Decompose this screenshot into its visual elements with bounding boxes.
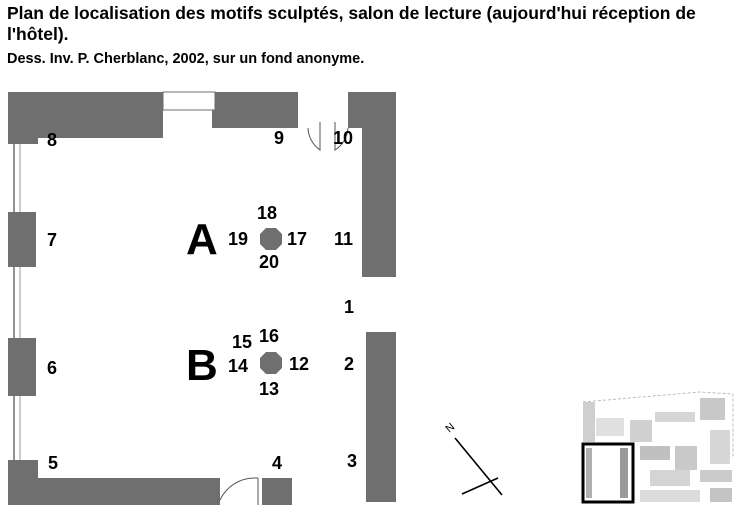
top-opening <box>163 92 215 110</box>
wall-number-4: 4 <box>272 453 283 473</box>
wall-number-10: 10 <box>333 128 354 148</box>
wall-number-6: 6 <box>47 358 58 378</box>
column-b-number-top: 16 <box>259 326 280 346</box>
wall-bottom-left <box>8 478 220 505</box>
column-a-number-bottom: 20 <box>259 252 280 272</box>
column-b-number-right: 12 <box>289 354 310 374</box>
wall-left-corner-top <box>8 92 38 144</box>
column-b-number-bottom: 13 <box>259 379 280 399</box>
wall-number-5: 5 <box>48 453 59 473</box>
column-a-number-left: 19 <box>228 229 249 249</box>
wall-number-2: 2 <box>344 354 355 374</box>
wall-number-11: 11 <box>334 229 354 249</box>
wall-number-1: 1 <box>344 297 355 317</box>
door-arc-bottom <box>220 478 258 500</box>
plan-credit: Dess. Inv. P. Cherblanc, 2002, sur un fond anonyme. <box>7 51 365 67</box>
door-arc-top-left <box>308 122 320 150</box>
wall-right-lower <box>366 332 396 502</box>
wall-right-upper <box>362 92 396 277</box>
wall-number-3: 3 <box>347 451 358 471</box>
wall-left-pier-1 <box>8 212 36 267</box>
wall-number-7: 7 <box>47 230 58 250</box>
column-a-number-top: 18 <box>257 203 278 223</box>
wall-number-8: 8 <box>47 130 58 150</box>
column-b-number-left: 14 <box>228 356 249 376</box>
wall-left-pier-2 <box>8 338 36 396</box>
wall-number-9: 9 <box>274 128 285 148</box>
bottom-gap <box>292 490 366 505</box>
wall-top-mid <box>212 92 298 128</box>
column-a-octagon <box>260 228 282 250</box>
plan-title: Plan de localisation des motifs sculptés, salon de lecture (aujourd'hui réception de l'hôtel). <box>7 3 696 44</box>
column-b-number-top-left: 15 <box>232 332 253 352</box>
column-label-a: A <box>186 215 218 264</box>
column-b-octagon <box>260 352 282 374</box>
key-plan-inset <box>580 392 740 504</box>
north-arrow <box>443 421 502 495</box>
column-a-number-right: 17 <box>287 229 308 249</box>
column-label-b: B <box>186 341 218 390</box>
wall-bottom-mid <box>262 478 292 505</box>
north-label: N <box>443 420 458 436</box>
